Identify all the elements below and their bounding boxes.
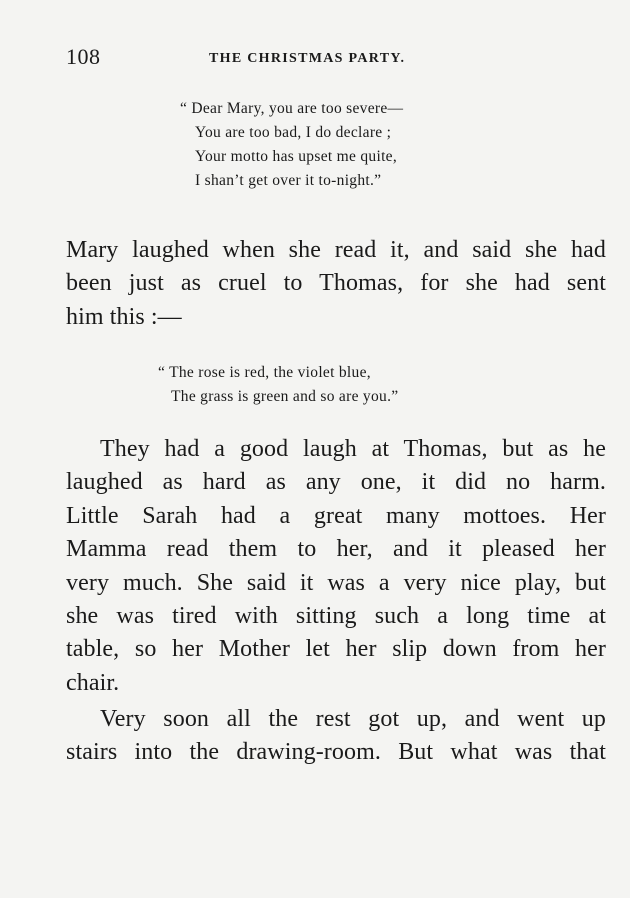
text-line: chair. [66, 669, 120, 696]
verse-line: I shan’t get over it to-night.” [195, 172, 382, 189]
text-line: Little Sarah had a great many mottoes. Her [66, 502, 606, 529]
verse-line: The grass is green and so are you.” [171, 388, 399, 405]
verse-line: “ Dear Mary, you are too severe— [180, 100, 404, 117]
text-line: table, so her Mother let her slip down from her [66, 636, 606, 663]
text-line: very much. She said it was a very nice play, but [66, 569, 606, 596]
verse-mary-motto [180, 97, 403, 193]
paragraph-good-laugh [66, 433, 606, 700]
text-line: Very soon all the rest got up, and went up [100, 706, 606, 732]
running-title: THE CHRISTMAS PARTY. [209, 51, 406, 66]
text-line: stairs into the drawing-room. But what was that [66, 739, 606, 766]
verse-rose-is-red [158, 361, 398, 409]
paragraph-mary-laughed [66, 234, 606, 334]
text-line: she was tired with sitting such a long time at [66, 603, 606, 630]
text-line: Mary laughed when she read it, and said she had [66, 237, 606, 263]
page-number: 108 [66, 44, 101, 69]
verse-line: “ The rose is red, the violet blue, [158, 364, 371, 381]
text-line: been just as cruel to Thomas, for she had sent [66, 270, 606, 297]
page-header [66, 44, 606, 74]
text-line: They had a good laugh at Thomas, but as he [100, 436, 606, 462]
text-line: laughed as hard as any one, it did no harm. [66, 469, 606, 496]
verse-line: You are too bad, I do declare ; [195, 124, 392, 141]
paragraph-very-soon [66, 703, 606, 770]
text-line: Mamma read them to her, and it pleased her [66, 536, 606, 563]
text-line: him this :— [66, 303, 182, 330]
verse-line: Your motto has upset me quite, [195, 148, 398, 165]
